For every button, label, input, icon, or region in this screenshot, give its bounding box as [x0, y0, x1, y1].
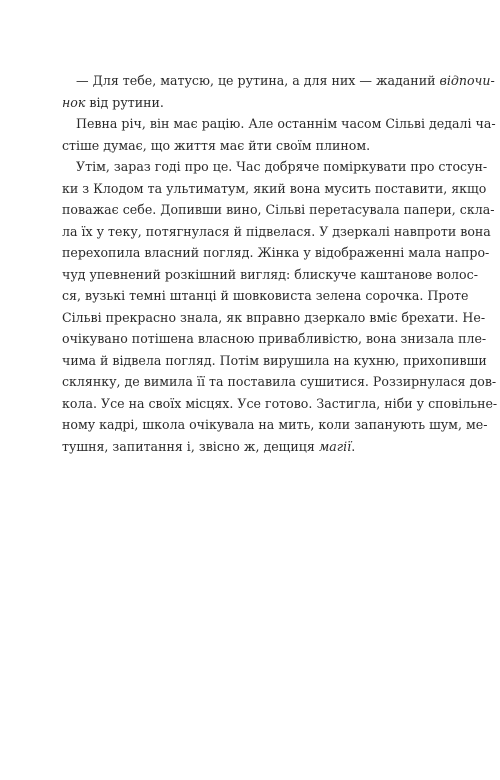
- text-segment: ному кадрі, школа очікувала на мить, коли запанують шум, ме-: [62, 417, 488, 432]
- text-line: [62, 156, 488, 178]
- paragraph: [62, 156, 498, 457]
- text-line: [62, 135, 440, 157]
- text-segment: .: [351, 438, 356, 454]
- text-segment: Певна річ, він має рацію. Але останнім часом Сільві дедалі ча-: [76, 116, 496, 131]
- text-line: [62, 242, 490, 264]
- text-segment: Сільві прекрасно знала, як вправно дзеркало вміє брехати. Не-: [62, 309, 486, 325]
- paragraph: [62, 113, 496, 156]
- text-segment: кола. Усе на своїх місцях. Усе готово. Застигла, ніби у сповільне-: [62, 395, 498, 411]
- text-line: [62, 70, 495, 92]
- text-line: [62, 178, 487, 200]
- text-line: [62, 307, 486, 329]
- text-segment: Утім, зараз годі про це. Час добряче поміркувати про стосун-: [76, 159, 488, 174]
- text-line: [62, 92, 440, 114]
- text-line: [62, 436, 440, 458]
- text-line: [62, 414, 488, 436]
- text-line: [62, 371, 497, 393]
- text-segment: чуд упевнений розкішний вигляд: блискуче каштанове волос-: [62, 266, 478, 282]
- italic-text: відпочи-: [439, 73, 495, 88]
- text-segment: поважає себе. Допивши вино, Сільві перетасувала папери, скла-: [62, 202, 495, 217]
- text-segment: склянку, де вимила її та поставила сушитися. Роззирнулася дов-: [62, 374, 497, 389]
- text-segment: ла їх у теку, потягнулася й підвелася. У дзеркалі навпроти вона: [62, 223, 491, 239]
- text-line: [62, 113, 496, 135]
- text-segment: стіше думає, що життя має йти своїм плином.: [62, 137, 371, 153]
- italic-text: нок: [62, 94, 86, 110]
- text-line: [62, 350, 487, 372]
- text-line: [62, 393, 498, 415]
- text-segment: ся, вузькі темні штанці й шовковиста зелена сорочка. Проте: [62, 288, 469, 303]
- body-text: [62, 70, 498, 457]
- text-line: [62, 221, 491, 243]
- text-line: [62, 285, 469, 307]
- italic-text: магії: [318, 438, 352, 454]
- text-segment: — Для тебе, матусю, це рутина, а для них — жаданий: [76, 73, 440, 88]
- paragraph: [62, 70, 495, 113]
- text-segment: від рутини.: [85, 94, 164, 110]
- text-line: [62, 328, 487, 350]
- text-segment: очікувано потішена власною привабливістю, вона знизала пле-: [62, 331, 487, 346]
- text-line: [62, 199, 495, 221]
- text-segment: перехопила власний погляд. Жінка у відображенні мала напро-: [62, 245, 490, 260]
- text-segment: тушня, запитання і, звісно ж, дещиця: [62, 438, 319, 454]
- text-line: [62, 264, 478, 286]
- text-segment: чима й відвела погляд. Потім вирушила на кухню, прихопивши: [62, 352, 487, 368]
- text-segment: ки з Клодом та ультиматум, який вона мусить поставити, якщо: [62, 180, 487, 196]
